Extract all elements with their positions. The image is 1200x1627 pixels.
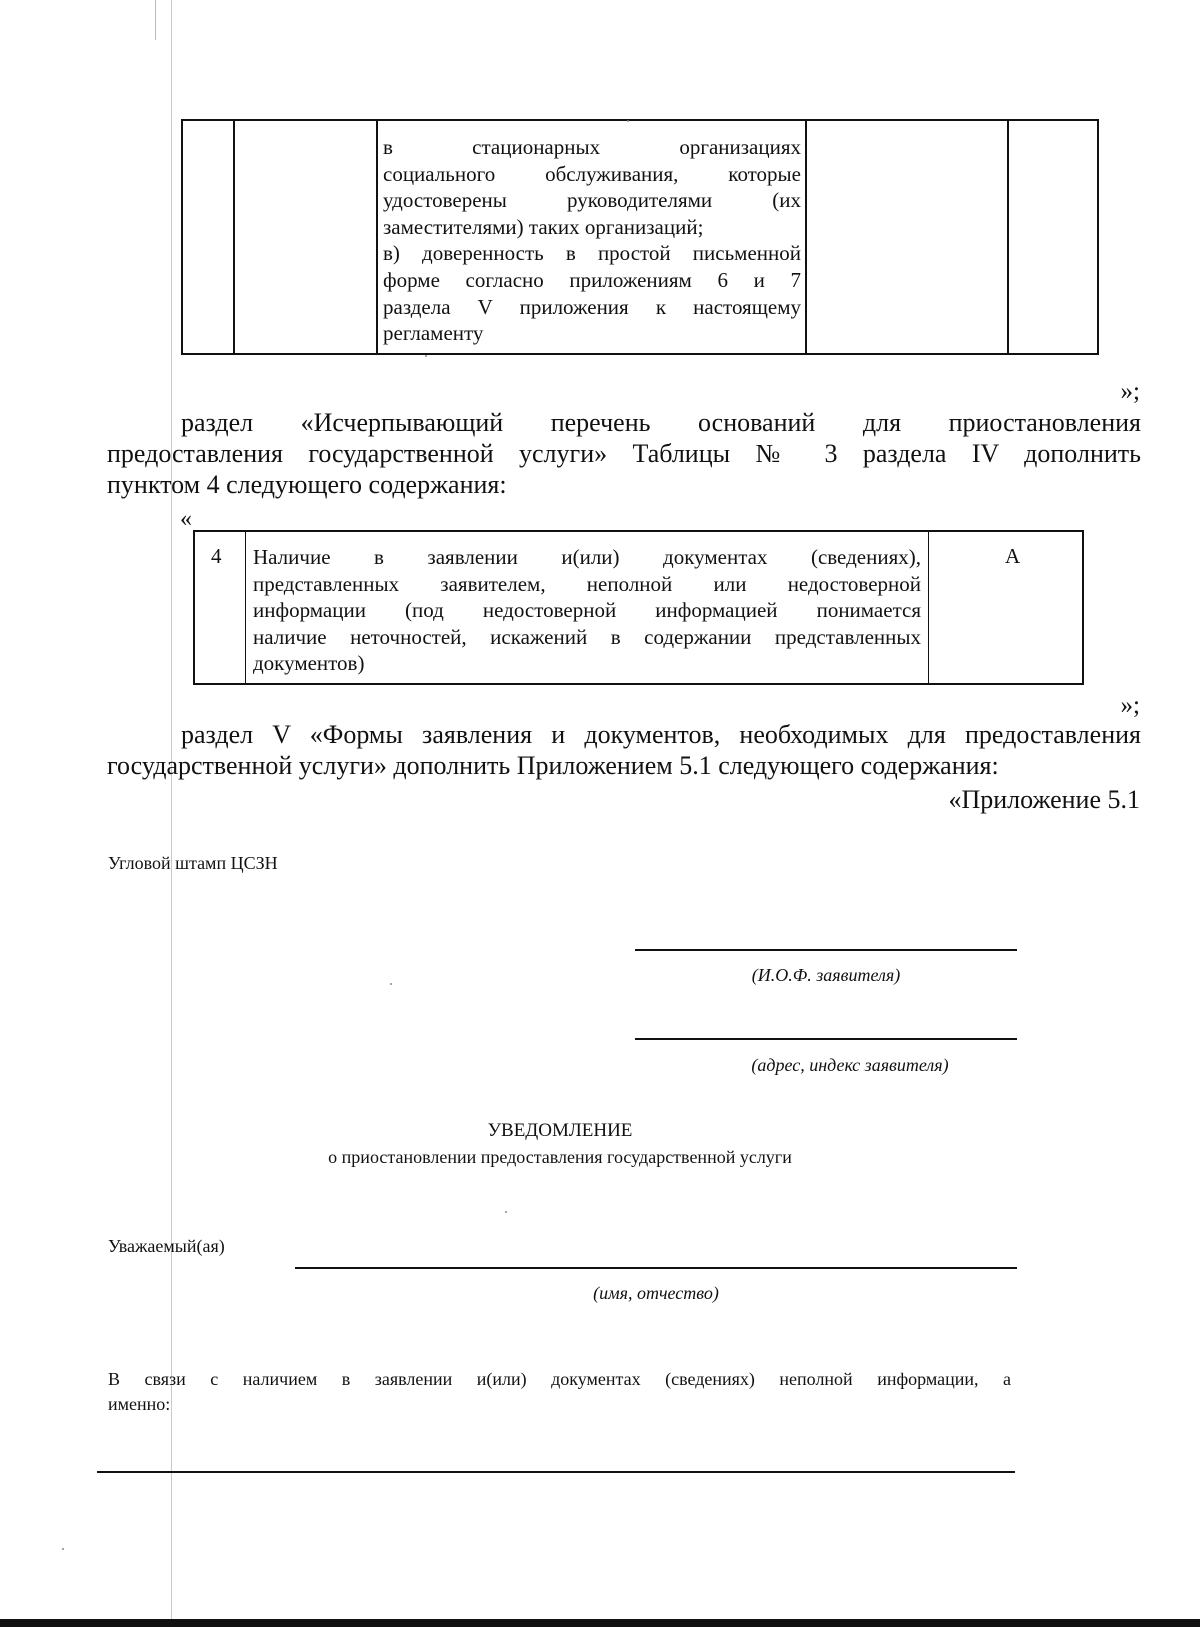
paragraph-line: предоставления государственной услуги» Таблицы № 3 раздела IV дополнить xyxy=(107,439,1141,468)
row-code: А xyxy=(1005,544,1021,568)
table-line: в) доверенность в простой письменной xyxy=(383,241,801,266)
table-divider xyxy=(376,121,378,353)
reason-fill-line xyxy=(97,1471,1015,1473)
reason-text-line-2: именно: xyxy=(108,1394,171,1414)
table-divider xyxy=(233,121,235,353)
table-line: Наличие в заявлении и(или) документах (сведениях), xyxy=(253,545,921,569)
table-line: регламенту xyxy=(383,321,484,346)
amendment-paragraph-2 xyxy=(107,719,1141,781)
notice-subtitle: о приостановлении предоставления государственной услуги xyxy=(328,1147,792,1167)
table-line: в стационарных организациях xyxy=(383,135,801,159)
appendix-title: «Приложение 5.1 xyxy=(948,785,1140,814)
salutation: Уважаемый(ая) xyxy=(108,1236,225,1256)
table-line: социального обслуживания, которые xyxy=(383,161,801,186)
amendment-paragraph-1 xyxy=(107,407,1141,500)
paragraph-line: государственной услуги» дополнить Приложением 5.1 следующего содержания: xyxy=(107,751,999,780)
closing-quote: »; xyxy=(1120,378,1140,405)
recipient-name-caption: (имя, отчество) xyxy=(593,1283,719,1303)
table-line: форме согласно приложениям 6 и 7 xyxy=(383,267,801,292)
scan-speck xyxy=(505,1211,507,1213)
notice-title: УВЕДОМЛЕНИЕ xyxy=(487,1120,633,1141)
paragraph-line: раздел «Исчерпывающий перечень оснований для приостановления xyxy=(181,408,1141,437)
scan-speck xyxy=(627,120,629,122)
scan-artifact-top xyxy=(155,0,156,40)
table-line: информации (под недостоверной информацией понимается xyxy=(253,598,921,622)
table-line: заместителями) таких организаций; xyxy=(383,214,704,239)
table-line: представленных заявителем, неполной или недостоверной xyxy=(253,571,921,596)
opening-quote: « xyxy=(180,506,192,532)
paragraph-line: раздел V «Формы заявления и документов, необходимых для предоставления xyxy=(181,720,1141,749)
scan-speck xyxy=(425,355,427,357)
scan-bottom-edge xyxy=(0,1619,1200,1627)
row-text xyxy=(253,544,921,677)
table-divider xyxy=(805,121,807,353)
table-line: документов) xyxy=(253,651,365,675)
row-number: 4 xyxy=(211,544,222,568)
corner-stamp-label: Угловой штамп ЦСЗН xyxy=(108,853,278,873)
table-divider xyxy=(245,532,246,683)
table-line: раздела V приложения к настоящему xyxy=(383,294,801,319)
paragraph-line: пунктом 4 следующего содержания: xyxy=(107,470,507,499)
applicant-name-caption: (И.О.Ф. заявителя) xyxy=(751,965,901,985)
applicant-address-caption: (адрес, индекс заявителя) xyxy=(751,1055,949,1075)
suspension-grounds-table xyxy=(193,530,1084,685)
continuation-table-text xyxy=(383,134,801,347)
scan-speck xyxy=(62,1548,64,1550)
applicant-name-line xyxy=(635,949,1017,951)
applicant-address-line xyxy=(635,1038,1017,1040)
recipient-name-line xyxy=(295,1267,1017,1269)
closing-quote: »; xyxy=(1120,692,1140,719)
table-line: наличие неточностей, искажений в содержании представленных xyxy=(253,624,921,649)
scan-speck xyxy=(390,983,392,985)
table-divider xyxy=(1007,121,1009,353)
table-line: удостоверены руководителями (их xyxy=(383,188,801,213)
reason-text-line-1: В связи с наличием в заявлении и(или) документах (сведениях) неполной информации, а xyxy=(108,1369,1011,1389)
table-divider xyxy=(928,532,929,683)
